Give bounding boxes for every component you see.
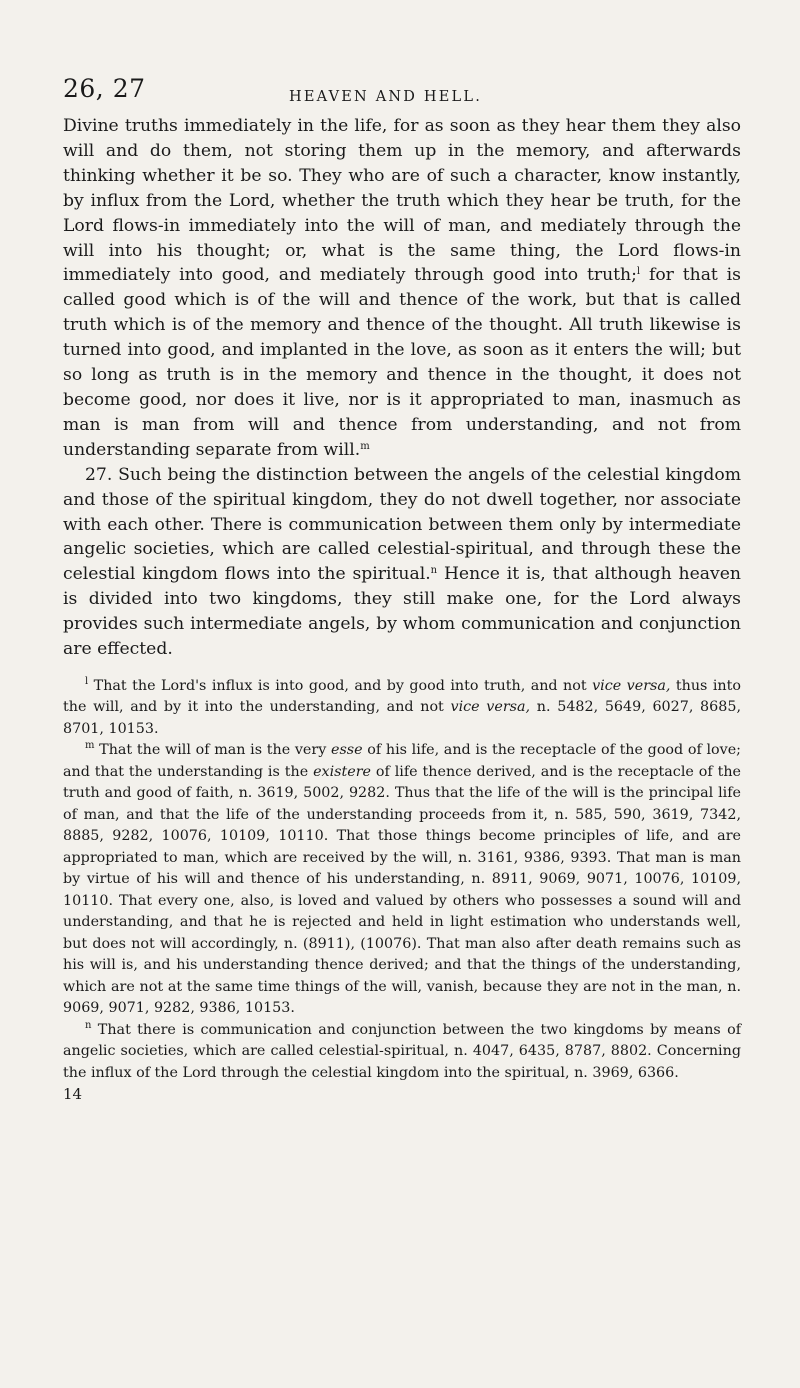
page-header [63, 74, 741, 114]
footnote-ref-n: n [430, 565, 438, 577]
book-page [63, 74, 741, 1104]
footnote-ref-m: m [360, 440, 370, 452]
page-number: 26, 27 [63, 74, 146, 103]
footnotes [63, 676, 741, 1085]
signature-mark: 14 [63, 1085, 83, 1104]
footnote-m: $^m$ That the will of man is the very esse of his life, and is the receptacle of the good of love; and that the understanding is the existere of life thence derived, and is the receptacle of the truth and good of faith, n. 3619, 5002, 9282. Thus that the life of the will is the principal life of man, and that the life of the understanding proceeds from it, n. 585, 590, 3619, 7342, 8885, 9282, 10076, 10109, 10110. That those things become principles of life, and are appropriated to man, which are received by the will, n. 3161, 9386, 9393. That man is man by virtue of his will and thence of his understanding, n. 8911, 9069, 9071, 10076, 10109, 10110. That every one, also, is loved and valued by others who possesses a sound will and understanding, and that he is rejected and held in light estimation who understands well, but does not will accordingly, n. (8911), (10076). That man also after death remains such as his will is, and his understanding thence derived; and that the things of the understanding, which are not at the same time things of the will, vanish, because they are not in the man, n. 9069, 9071, 9282, 9386, 10153. [63, 740, 741, 1017]
paragraph-27: 27. Such being the distinction between the angels of the celestial kingdom and those of the spiritual kingdom, they do not dwell together, nor associate with each other. There is communication between them only by intermediate angelic societies, which are called celestial-spiritual, and through these the celestial kingdom flows into the spiritual.$^n$ Hence it is, that although heaven is divided into two kingdoms, they still make one, for the Lord always provides such intermediate angels, by whom communication and conjunction are effected. [63, 464, 741, 660]
footnote-n: $^n$ That there is communication and conjunction between the two kingdoms by means of angelic societies, which are called celestial-spiritual, n. 4047, 6435, 8787, 8802. Concerning the influx of the Lord through the celestial kingdom into the spiritual, n. 3969, 6366. [63, 1019, 741, 1081]
footnote-l: $^l$ That the Lord's influx is into good, and by good into truth, and not vice versa, thus into the will, and by it into the understanding, and not vice versa, n. 5482, 5649, 6027, 8685, 8701, 10153. [63, 675, 741, 737]
running-title: HEAVEN AND HELL. [289, 89, 483, 105]
footnote-ref-l: l [636, 266, 641, 278]
main-text [63, 114, 741, 662]
paragraph-continued: Divine truths immediately in the life, for as soon as they hear them they also will and do them, not storing them up in the memory, and afterwards thinking whether it be so. They who are of such a character, know instantly, by influx from the Lord, whether the truth which they hear be truth, for the Lord flows-in immediately into the will of man, and mediately through the will into his thought; or, what is the same thing, the Lord flows-in immediately into good, and mediately through good into truth;$^l$ for that is called good which is of the will and thence of the work, but that is called truth which is of the memory and thence of the thought. All truth likewise is turned into good, and implanted in the love, as soon as it enters the will; but so long as truth is in the memory and thence in the thought, it does not become good, nor does it live, nor is it appropriated to man, inasmuch as man is man from will and thence from understanding, and not from understanding separate from will.$^m$ [63, 116, 741, 460]
